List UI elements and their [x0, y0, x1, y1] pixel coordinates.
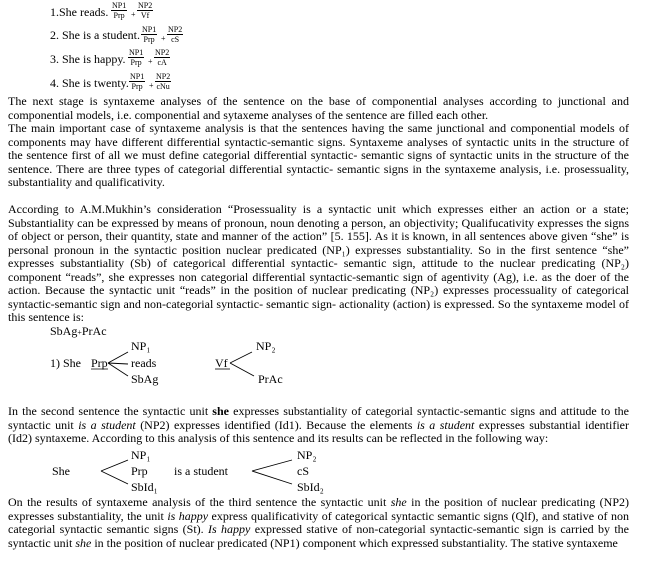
plus-sign: +	[161, 34, 166, 43]
diagram-1-prp: Prp	[91, 356, 108, 370]
paragraph-2: The main important case of syntaxeme analysis is that the sentences having the same junctional and componential models of components may have different differential syntactic-semantic signs. Syntaxeme analyses of syntactic units in the structure of the sentence first of all we must define categorial differential syntactic- semantic signs of syntactic units in the structure of the sentence. There are three types of categorial differential syntactic- semantic signs in the syntaxeme analysis, i.e. prosessuality, substantiality and qualificativity.	[8, 121, 629, 189]
example-3-np1-fraction: NP1 Prp	[129, 48, 144, 67]
diagram-1-label: 1) She	[50, 356, 81, 370]
diagram-2-np1: NP₁	[131, 448, 151, 462]
diagram-1-vf: Vf	[215, 356, 228, 370]
example-4-np2-fraction: NP2 cNu	[156, 72, 171, 91]
plus-sign: +	[77, 328, 82, 337]
plus-sign: +	[131, 10, 136, 19]
example-2-sentence: 2. She is a student.	[50, 28, 140, 42]
plus-sign: +	[148, 57, 153, 66]
paragraph-4: In the second sentence the syntactic unit she expresses substantiality of categorial syntactic-semantic signs and attitude to the syntactic unit is a student (NP2) expresses identified (Id1). Because the elements is a student expresses substantial identifier (Id2) syntaxeme. According to this analysis of this sentence and its results can be reflected in the following way:	[8, 404, 629, 445]
example-2-np2-fraction: $\frac{NP2}{cS}$	[168, 25, 183, 44]
example-1-np1-fraction: NP1 Prp	[112, 1, 127, 20]
diagram-2-prp: Prp	[131, 464, 148, 478]
example-4-sentence: 4. She is twenty.	[50, 76, 129, 90]
example-2-np1-fraction: NP1 Prp	[142, 25, 157, 44]
diagram-1-prac: PrAc	[258, 372, 283, 386]
diagram-1-np2: NP₂	[256, 339, 276, 353]
diagram-2-cs: cS	[297, 464, 309, 478]
example-3-np2-fraction: $\frac{NP2}{cA}$	[155, 48, 170, 67]
diagram-2-middle: is a student	[174, 464, 228, 478]
diagram-1-np1: NP₁	[131, 339, 151, 353]
diagram-2-np2: NP₂	[297, 448, 317, 462]
diagram-1-reads: reads	[131, 356, 157, 370]
example-4-np1-fraction: NP1 Prp	[130, 72, 145, 91]
paragraph-5: On the results of syntaxeme analysis of the third sentence the syntactic unit she in the position of nuclear predicating (NP2) expresses substantiality, the unit is happy express qualificativity of categorical syntactic semantic signs (Qlf), and stative of non categorial syntactic semantic signs (St). Is happy expressed stative of non-categorial syntactic-semantic sign is carried by the syntactic unit she in the position of nuclear predicated (NP1) component which expressed substantiality. The stative syntaxeme	[8, 495, 630, 550]
diagram-2-she: She	[52, 464, 70, 478]
example-1-sentence: 1.She reads.	[50, 5, 109, 19]
diagram-2-sbid2: SbId₂	[297, 480, 324, 494]
model-left: SbAg	[50, 324, 78, 338]
diagram-1-sbag: SbAg	[131, 372, 159, 386]
plus-sign: +	[149, 81, 154, 90]
paragraph-1: The next stage is syntaxeme analyses of the sentence on the base of componential analyses according to junctional and componential models, i.e. componential and sytaxeme analyses of the sentence are filled each other.	[8, 94, 629, 122]
diagram-2-sbid1: SbId₁	[131, 480, 158, 494]
paragraph-3: According to A.M.Mukhin’s consideration “Prosessuality is a syntactic unit which expresses either an action or a state; Substantiality can be expressed by means of pronoun, noun denoting a person, an objectivity; Qualifucativity expresses the signs of object or person, their quantity, state and manner of the action” [5. 155]. As it is known, in all sentences above given “she” is personal pronoun in the syntactic position nuclear predicated (NP₁) expresses substantiality. So in the first sentence “she” expresses substantiality (Sb) of categorical differential syntactic- semantic sign, attitude to the nuclear predicating (NP₂) component “reads”, she expresses non categorial differential syntactic-semantic sign of agentivity (Ag), i.e. as the doer of the action. Because the syntactic unit “reads” in the position of nuclear predicating (NP₂) expresses processuality of categorical syntactic-semantic sign and non-categorial syntactic- semantic sign- actionality (action) is expressed. So the syntaxeme model of this sentence is:	[8, 202, 629, 324]
example-1-np2-fraction: $\frac{NP2}{Vf}$	[138, 1, 153, 20]
example-3-sentence: 3. She is happy.	[50, 52, 126, 66]
model-right: PrAc	[81, 324, 107, 338]
